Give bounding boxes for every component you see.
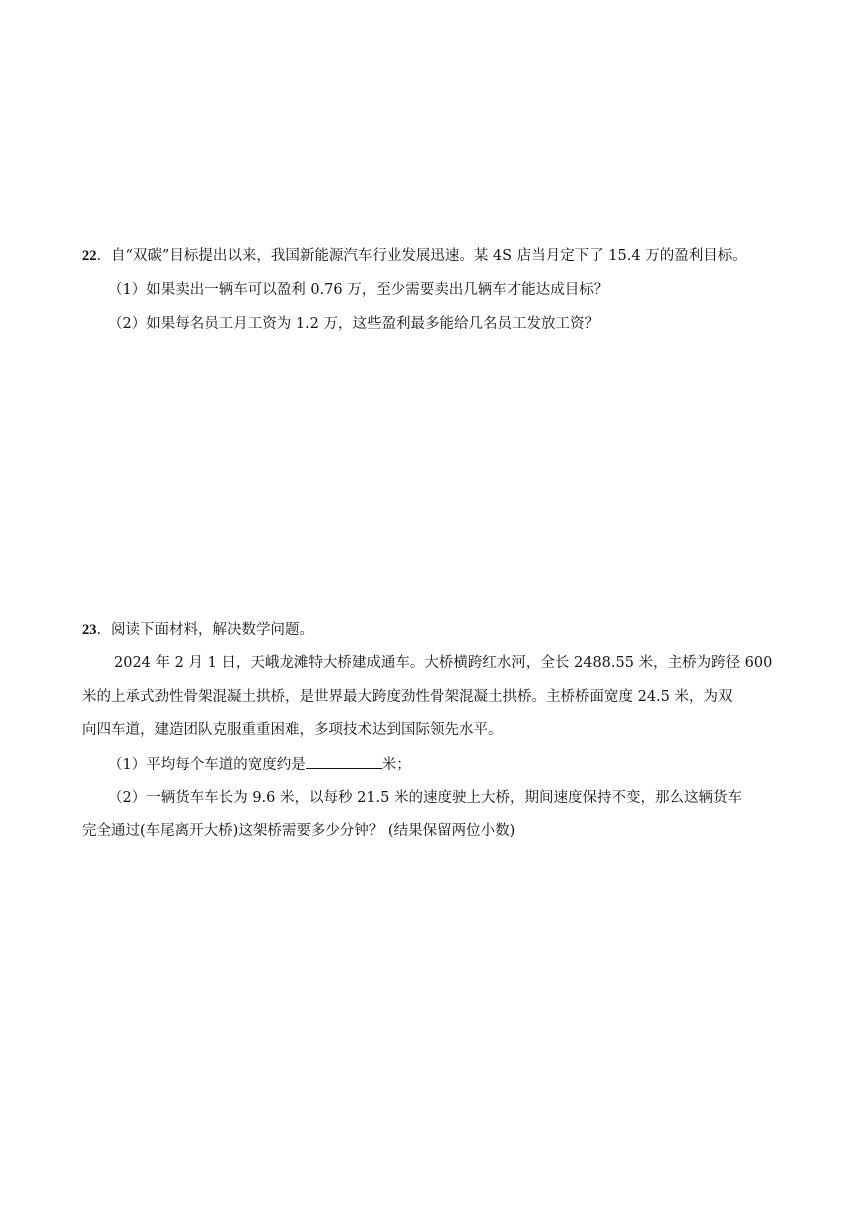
question-23-material-line-2: 米的上承式劲性骨架混凝土拱桥，是世界最大跨度劲性骨架混凝土拱桥。主桥桥面宽度 24.5 米，为双	[82, 689, 733, 705]
question-22-stem-line	[82, 246, 747, 266]
question-23-part-1-unit: 米；	[381, 757, 411, 773]
answer-blank[interactable]	[306, 754, 382, 769]
question-23-part-1	[108, 754, 411, 775]
question-23-material-line-3: 向四车道，建造团队克服重重困难，多项技术达到国际领先水平。	[82, 722, 503, 738]
question-23-part-2-line-1: （2）一辆货车车长为 9.6 米，以每秒 21.5 米的速度驶上大桥，期间速度保持不变，那么这辆货车	[108, 790, 743, 806]
question-22-number: 22	[82, 248, 97, 264]
question-22-stem: ．自“双碳”目标提出以来，我国新能源汽车行业发展迅速。某 4S 店当月定下了 15.4 万的盈利目标。	[96, 248, 747, 264]
question-23-part-2-line-2: 完全通过(车尾离开大桥)这架桥需要多少分钟？ (结果保留两位小数)	[82, 823, 516, 839]
question-23-stem: ．阅读下面材料，解决数学问题。	[96, 622, 314, 638]
question-23-part-1-text: （1）平均每个车道的宽度约是	[108, 757, 306, 773]
question-23-number: 23	[82, 622, 97, 638]
question-23-stem-line	[82, 620, 314, 640]
question-23-material-line-1: 2024 年 2 月 1 日，天峨龙滩特大桥建成通车。大桥横跨红水河，全长 2488.55 米，主桥为跨径 600	[114, 655, 773, 671]
question-22-part-2: （2）如果每名员工月工资为 1.2 万，这些盈利最多能给几名员工发放工资？	[108, 316, 600, 332]
question-22-part-1: （1）如果卖出一辆车可以盈利 0.76 万，至少需要卖出几辆车才能达成目标？	[108, 282, 609, 298]
